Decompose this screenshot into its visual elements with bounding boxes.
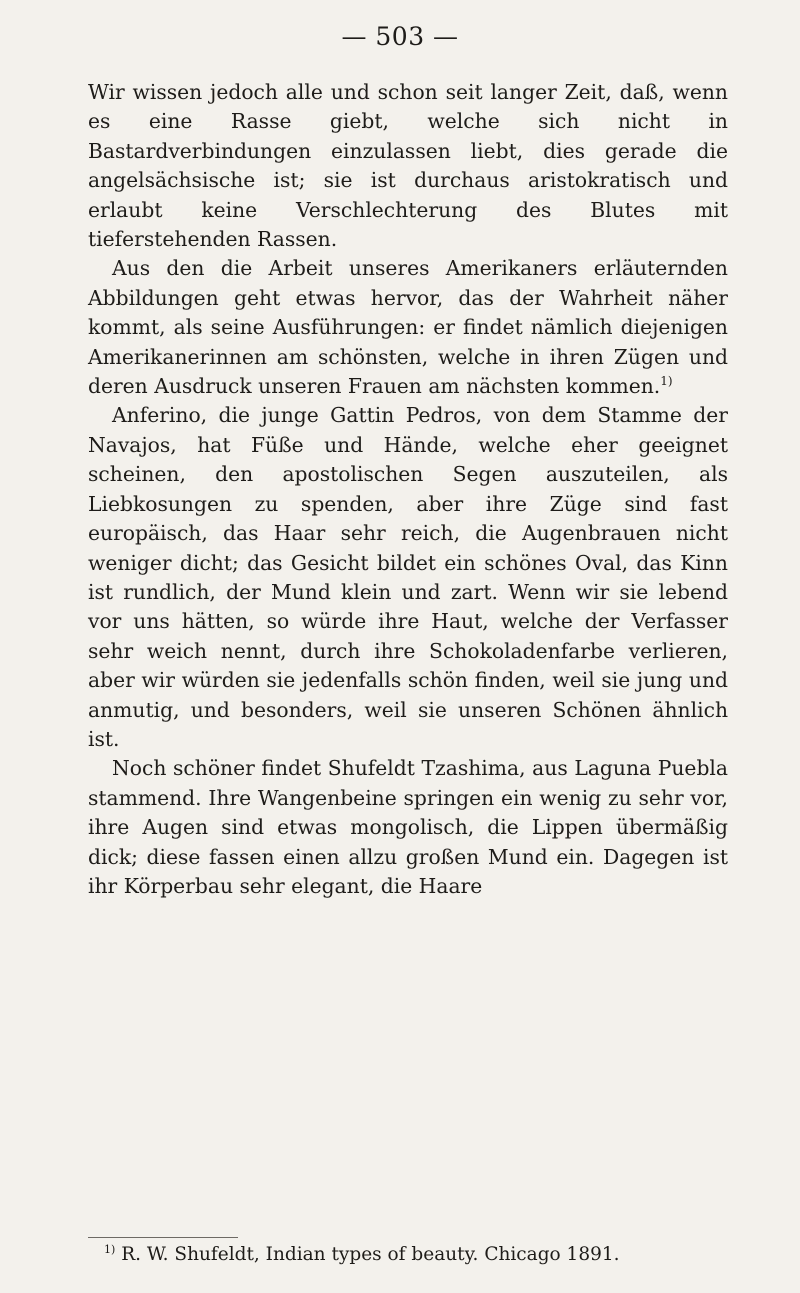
body-text (88, 78, 728, 901)
footnote-marker: 1) (104, 1242, 116, 1256)
page-number: — 503 — (341, 22, 459, 51)
paragraph-2 (88, 254, 728, 401)
footnote-text: R. W. Shufeldt, Indian types of beauty. Chicago 1891. (121, 1244, 620, 1265)
footnote-reference[interactable]: 1) (660, 374, 673, 389)
footnote-divider (88, 1237, 238, 1238)
paragraph-1: Wir wissen jedoch alle und schon seit langer Zeit, daß, wenn es eine Rasse giebt, welche sich nicht in Bastardverbindungen einzulassen liebt, dies gerade die angelsächsische ist; sie ist durchaus aristokratisch und erlaubt keine Verschlechterung des Blutes mit tieferstehenden Rassen. (88, 80, 728, 252)
footnote (104, 1243, 734, 1267)
paragraph-2-text: Aus den die Arbeit unseres Amerikaners erläuternden Abbildungen geht etwas hervor, das der Wahrheit näher kommt, als seine Ausführungen: er findet nämlich diejenigen Amerikanerinnen am schönsten, welche in ihren Zügen und deren Ausdruck unseren Frauen am nächsten kommen. (88, 256, 728, 399)
paragraph-3: Anferino, die junge Gattin Pedros, von dem Stamme der Navajos, hat Füße und Hände, welche eher geeignet scheinen, den apostolischen Segen auszuteilen, als Liebkosungen zu spenden, aber ihre Züge sind fast europäisch, das Haar sehr reich, die Augenbrauen nicht weniger dicht; das Gesicht bildet ein schönes Oval, das Kinn ist rundlich, der Mund klein und zart. Wenn wir sie lebend vor uns hätten, so würde ihre Haut, welche der Verfasser sehr weich nennt, durch ihre Schokoladenfarbe verlieren, aber wir würden sie jedenfalls schön finden, weil sie jung und anmutig, und besonders, weil sie unseren Schönen ähnlich ist. (88, 403, 728, 751)
paragraph-4: Noch schöner findet Shufeldt Tzashima, aus Laguna Puebla stammend. Ihre Wangenbeine springen ein wenig zu sehr vor, ihre Augen sind etwas mongolisch, die Lippen übermäßig dick; diese fassen einen allzu großen Mund ein. Dagegen ist ihr Körperbau sehr elegant, die Haare (88, 756, 728, 898)
